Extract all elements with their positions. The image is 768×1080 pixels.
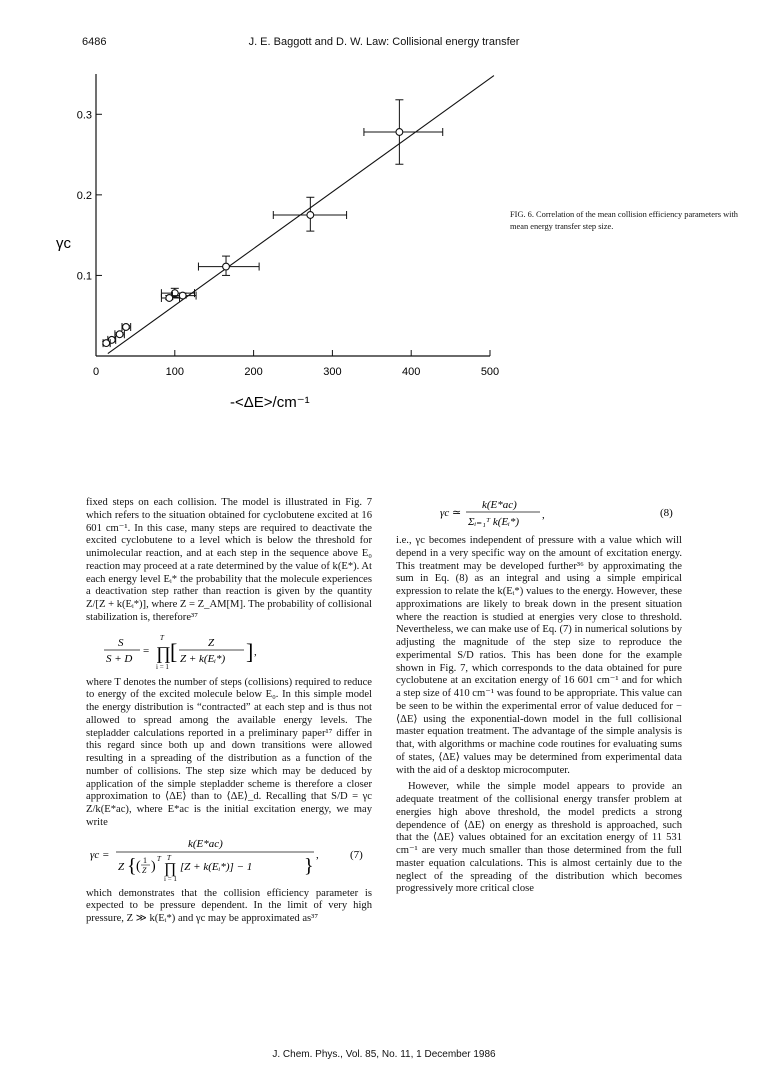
data-point bbox=[198, 256, 259, 275]
eq8-den: Σᵢ₌₁ᵀ k(Eᵢ*) bbox=[468, 516, 520, 528]
eq-s-prod-bottom: i = 1 bbox=[156, 662, 169, 671]
x-tick-label: 500 bbox=[480, 366, 500, 378]
eq8-number: (8) bbox=[660, 507, 673, 519]
point-marker bbox=[396, 129, 403, 136]
eq7-frac-den: Z bbox=[142, 865, 147, 875]
point-marker bbox=[103, 340, 110, 347]
svg-text:}: } bbox=[304, 854, 314, 877]
equation-8 bbox=[396, 497, 682, 529]
eq7-exp: T bbox=[157, 854, 161, 863]
point-marker bbox=[166, 295, 173, 302]
eq7-tail: , bbox=[316, 848, 319, 861]
left-paragraph-3: which demonstrates that the collision efficiency parameter is expected to be pressure dependent. In the limit of very high pressure, Z ≫ k(Eᵢ*) and γc may be approximated as³⁷ bbox=[86, 887, 372, 924]
eq-s-prod-top: T bbox=[160, 633, 164, 642]
svg-text:): ) bbox=[151, 858, 156, 874]
eq7-frac-num: 1 bbox=[143, 855, 147, 865]
y-axis-label: γc bbox=[56, 235, 71, 252]
data-point bbox=[115, 330, 124, 338]
point-marker bbox=[116, 331, 123, 338]
eq-s-tail: , bbox=[254, 645, 257, 658]
x-tick-label: 200 bbox=[244, 366, 263, 378]
data-points bbox=[102, 100, 442, 347]
eq-s-lhs-den: S + D bbox=[106, 652, 133, 665]
product-symbol: ∏ bbox=[164, 860, 177, 877]
eq8-lhs: γc ≃ bbox=[440, 507, 462, 519]
x-axis-label: -<ΔE>/cm⁻¹ bbox=[230, 394, 310, 411]
left-column bbox=[86, 497, 372, 926]
eq7-number: (7) bbox=[350, 848, 363, 861]
point-marker bbox=[307, 212, 314, 219]
figure-caption: FIG. 6. Correlation of the mean collision efficiency parameters with mean energy transfer step size. bbox=[510, 210, 738, 232]
journal-footer: J. Chem. Phys., Vol. 85, No. 11, 1 December 1986 bbox=[272, 1049, 496, 1060]
data-point bbox=[364, 100, 443, 164]
point-marker bbox=[123, 324, 130, 331]
y-tick-label: 0.3 bbox=[76, 109, 92, 122]
eq-s-num: Z bbox=[208, 636, 215, 649]
eq8-tail: , bbox=[542, 509, 545, 521]
equation-s-over-s-plus-d bbox=[86, 631, 372, 671]
eq8-num: k(E*ac) bbox=[482, 499, 517, 511]
left-paragraph-2: where T denotes the number of steps (collisions) required to reduce to energy of the excited molecule below E₀. In this simple model the energy distribution is “contracted” at each step and is thus not allowed to spread among the available energy levels. The stepladder calculations reported in a preliminary paper¹⁷ differ in this regard since both up and down transitions were allowed resulting in a spreading of the distribution as a function of the number of collisions. The step size which may be deduced by application of the simple stepladder scheme is therefore a closer approximation to ⟨ΔE⟩ than to ⟨ΔE⟩_d. Recalling that S/D = γc Z/k(E*ac), where E*ac is the initial excitation energy, we may write bbox=[86, 676, 372, 828]
eq7-prod-bottom: i = 1 bbox=[164, 874, 177, 882]
eq-s-lhs-num: S bbox=[118, 636, 124, 649]
data-point bbox=[122, 323, 131, 331]
tick-labels bbox=[77, 109, 499, 378]
left-paragraph-1: fixed steps on each collision. The model is illustrated in Fig. 7 which refers to the situation obtained for cyclobutene excited at 16 601 cm⁻¹. In this case, many steps are required to deactivate the excited cyclobutene to a level which is below the threshold for unimolecular reaction, and at each step in the sequence above E₀ reaction may proceed at a rate determined by the value of k(E*). At each energy level Eᵢ* the probability that the molecule experiences a deactivation step rather than reaction is given by the quantity Z/[Z + k(Eᵢ*)], where Z = Z_AM[M]. The probability of collisional stabilization is, therefore³⁷ bbox=[86, 497, 372, 623]
y-tick-label: 0.1 bbox=[76, 270, 92, 283]
running-head: J. E. Baggott and D. W. Law: Collisional energy transfer bbox=[248, 36, 520, 48]
eq-s-den: Z + k(Eᵢ*) bbox=[180, 652, 226, 665]
x-tick-label: 300 bbox=[323, 366, 342, 378]
right-column bbox=[396, 497, 682, 896]
svg-text:{: { bbox=[127, 854, 137, 877]
x-tick-label: 400 bbox=[402, 366, 421, 378]
right-paragraph-2: However, while the simple model appears to provide an adequate treatment of the collisional energy transfer problem at energies high above threshold, the model predicts a strong dependence of ⟨ΔE⟩ on energy as threshold is approached, such that the ⟨ΔE⟩ values obtained for an excitation energy of 11 531 cm⁻¹ are very much smaller than those determined from the full master equation calculations. This is almost certainly due to the neglect of the spreading of the distribution which becomes progressively more critical close bbox=[396, 781, 682, 895]
equation-7 bbox=[86, 836, 372, 882]
eq7-lhs: γc = bbox=[90, 848, 110, 861]
x-tick-label: 0 bbox=[92, 366, 100, 378]
svg-text:[: [ bbox=[170, 638, 178, 664]
point-marker bbox=[179, 292, 186, 299]
eq7-den-z: Z bbox=[118, 860, 125, 873]
x-tick-label: 100 bbox=[165, 366, 184, 378]
y-tick-label: 0.2 bbox=[76, 189, 92, 202]
svg-text:=: = bbox=[143, 644, 150, 657]
eq7-prod-top: T bbox=[167, 853, 171, 862]
right-paragraph-1: i.e., γc becomes independent of pressure with a value which will depend in a very specific way on the amount of excitation energy. This treatment may be developed further³⁶ by approximating the sum in Eq. (8) as an integral and using a simple empirical expression to relate the k(Eᵢ*) values to the energy. However, these approximations are likely to break down in the present situation where the reaction is studied at energies very close to threshold. Nevertheless, we can make use of Eq. (7) in numerical solutions by adjusting the magnitude of the step size to reproduce the experimental S/D ratios. This has been done for the example shown in Fig. 7, which corresponds to the data obtained for pure cyclobutene at an excitation energy of 16 601 cm⁻¹ and for which a step size of 410 cm⁻¹ was found to be appropriate. This value can be seen to be within the experimental error of value deduced for −⟨ΔE⟩ using the exponential-down model in the full collisional master equation treatment. The advantage of the simple analysis is that, with algorithms or machine code routines for evaluating sums of states, ⟨ΔE⟩ values may be determined from experimental data with the aid of a desktop microcomputer. bbox=[396, 535, 682, 776]
product-symbol: ∏ bbox=[156, 642, 171, 663]
svg-text:]: ] bbox=[246, 638, 254, 664]
eq7-den-body: [Z + k(Eᵢ*)] − 1 bbox=[180, 860, 253, 873]
point-marker bbox=[223, 263, 230, 270]
eq7-num: k(E*ac) bbox=[188, 837, 223, 850]
svg-text:(: ( bbox=[136, 858, 141, 874]
page-number: 6486 bbox=[82, 36, 107, 48]
